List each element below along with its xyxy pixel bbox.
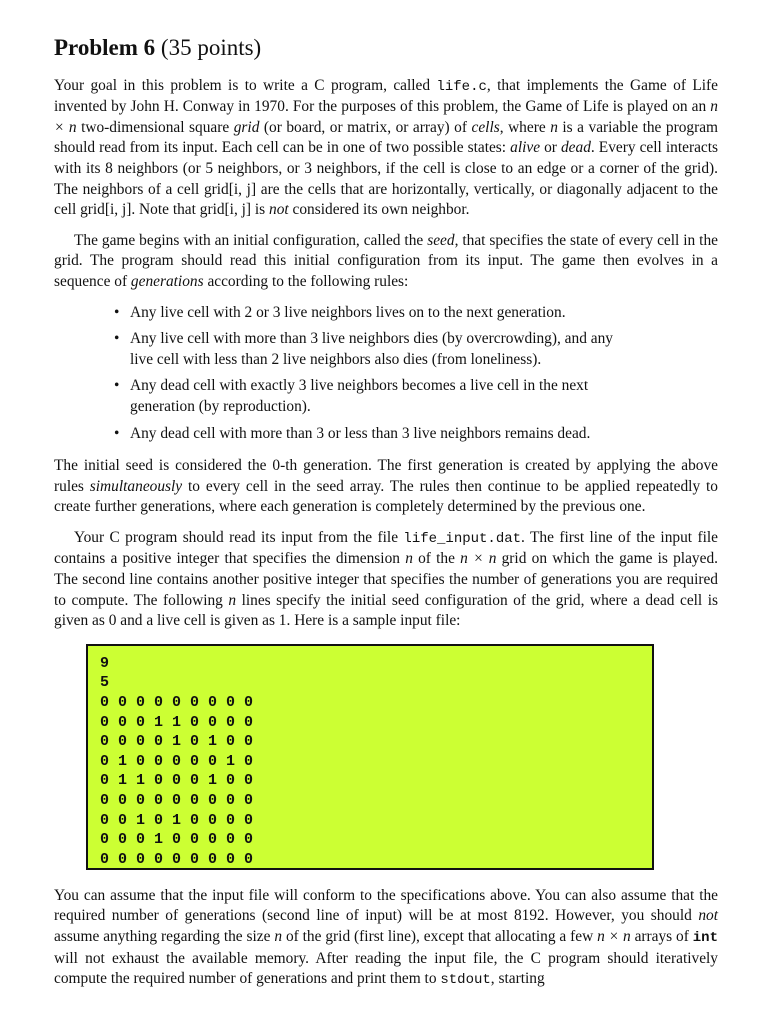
- filename-life-c: life.c: [436, 78, 487, 95]
- sample-input-line: 0 1 0 0 0 0 0 1 0: [100, 752, 254, 770]
- sample-input-box: [86, 644, 654, 870]
- generation-paragraph: The initial seed is considered the 0-th generation. The first generation is created by applying the above rules simultaneously to every cell in the seed array. The rules then continue to be applied repeatedly to create further generations, where each generation is completely determined by the previous one.: [54, 457, 719, 516]
- sample-input-line: 0 0 0 1 0 0 0 0 0: [100, 831, 254, 849]
- sample-input-line: 0 0 0 0 0 0 0 0 0: [100, 850, 254, 868]
- intro-paragraph: Your goal in this problem is to write a C program, called life.c, that implements the Game of Life invented by John H. Conway in 1970. For the purposes of this problem, the Game of Life is played on an n × n two-dimensional square grid (or board, or matrix, or array) of cells, where n is a variable the program should read from its input. Each cell can be in one of two possible states: alive or dead. Every cell interacts with its 8 neighbors (or 5 neighbors, or 3 neighbors, if the cell is close to an edge or a corner of the grid). The neighbors of a cell grid[i, j] are the cells that are horizontally, vertically, or diagonally adjacent to the cell grid[i, j]. Note that grid[i, j] is not considered its own neighbor.: [54, 76, 719, 219]
- problem-points: (35 points): [160, 35, 262, 60]
- assumptions-paragraph: You can assume that the input file will conform to the specifications above. You can also assume that the required number of generations (second line of input) will be at most 8192. However, you should not assume anything regarding the size n of the grid (first line), except that allocating a few n × n arrays of int will not exhaust the available memory. After reading the input file, the C program should iteratively compute the required number of generations and print them to stdout, starting: [54, 886, 718, 989]
- rule-item: • Any live cell with more than 3 live neighbors dies (by overcrowding), and any live cell with less than 2 live neighbors also dies (from loneliness).: [130, 329, 718, 370]
- rule-item: • Any live cell with 2 or 3 live neighbors lives on to the next generation.: [130, 303, 718, 324]
- sample-input-line: 0 0 0 0 0 0 0 0 0: [100, 694, 254, 712]
- filename-life-input: life_input.dat: [403, 530, 522, 547]
- rules-list: [54, 303, 718, 445]
- sample-input-line: 9: [100, 654, 110, 672]
- sample-input-line: 0 0 0 0 0 0 0 0 0: [100, 792, 254, 809]
- seed-paragraph: The game begins with an initial configuration, called the seed, that specifies the state of every cell in the grid. The program should read this initial configuration from its input. The game then evolves in a sequence of generations according to the following rules:: [54, 231, 718, 290]
- rule-item: • Any dead cell with exactly 3 live neighbors becomes a live cell in the next generation (by reproduction).: [130, 376, 718, 417]
- input-format-paragraph: Your C program should read its input from the file life_input.dat. The first line of the input file contains a positive integer that specifies the dimension n of the n × n grid on which the game is played. The second line contains another positive integer that specifies the number of generations you are required to compute. The following n lines specify the initial seed configuration of the grid, where a dead cell is given as 0 and a live cell is given as 1. Here is a sample input file:: [54, 528, 718, 630]
- rule-item: • Any dead cell with more than 3 or less than 3 live neighbors remains dead.: [130, 424, 718, 445]
- stdout-code: stdout: [440, 972, 491, 989]
- sample-input-line: 0 0 0 1 1 0 0 0 0: [100, 713, 254, 731]
- document-page: [54, 34, 718, 1001]
- problem-title: Problem 6: [54, 35, 156, 60]
- sample-input-line: 5: [100, 674, 110, 692]
- problem-heading: [54, 34, 718, 62]
- sample-input-line: 0 0 0 0 1 0 1 0 0: [100, 733, 254, 751]
- sample-input-line: 0 0 1 0 1 0 0 0 0: [100, 811, 254, 829]
- int-keyword: int: [692, 930, 718, 947]
- sample-input-line: 0 1 1 0 0 0 1 0 0: [100, 772, 254, 790]
